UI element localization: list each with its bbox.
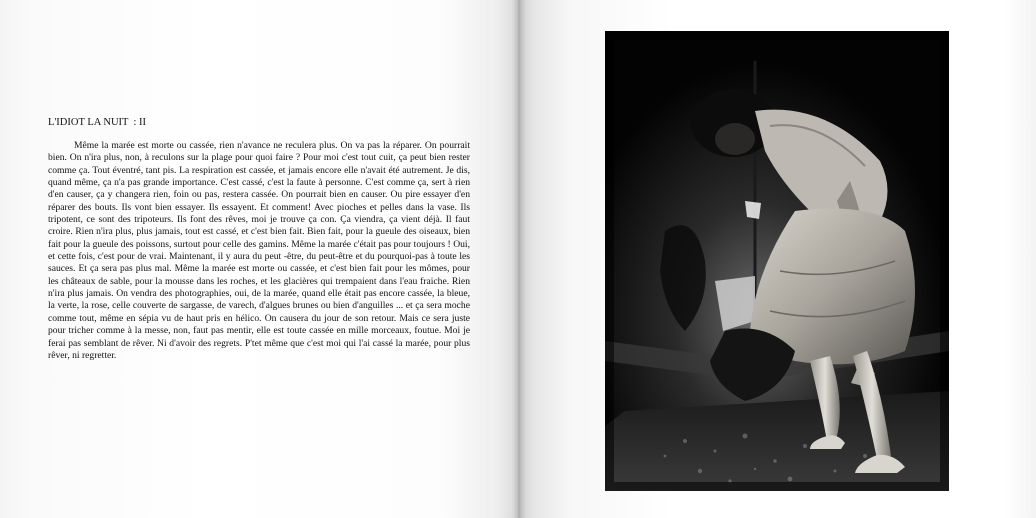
book-gutter-shadow	[512, 0, 526, 518]
photograph-illustration	[605, 31, 949, 491]
body-paragraph-text: Même la marée est morte ou cassée, rien n'avance ne reculera plus. On va pas la réparer. On pourrait bien. On n'ira plus, non, à reculons sur la plage pour quoi faire ? Pour moi c'est tout cuit, ça peut bien rester comme ça. Tout éventré, tant pis. La respiration est cassée, et jamais encore elle n'avait été autrement. Je dis, quand même, ça n'a pas grande importance. C'est cassé, c'est la faute à personne. C'est comme ça, sert à rien d'en causer, ça y changera rien, foin ou pas, restera cassée. On pourrait bien en causer. Ou pire essayer d'en réparer des bouts. Ils vont bien essayer. Ils essayent. Et comment! Avec pioches et pelles dans la vase. Ils tripotent, ce sont des tripoteurs. Ils font des rêves, moi je trouve ça con. Ça viendra, ça vient déjà. Il faut croire. Rien n'ira plus, plus jamais, tout est cassé, et c'est bien fait. Bien fait, pour la gueule des oiseaux, bien fait pour la gueule des poissons, surtout pour celle des gamins. Même la marée c'était pas pour toujours ! Oui, et cette fois, c'est pour de vrai. Maintenant, il y aura du peut -être, du peut-être et du pourquoi-pas à toute les sauces. Et ça sera pas plus mal. Même la marée est morte ou cassée, et c'est bien fait pour les mômes, pour les châteaux de sable, pour la mousse dans les roches, et les glacières qui trempaient dans l'eau fraiche. Rien n'ira plus jamais. On vendra des photographies, oui, de la marée, quand elle était pas encore cassée, la bleue, la verte, la rose, celle couverte de sargasse, de varech, d'algues brunes ou bien d'anguilles ... et ça sera moche comme tout, même en sépia vu de haut pris en hélico. On causera du jour de son retour. Mais ce sera juste pour tricher comme à la messe, non, faut pas mentir, elle est toute cassée en mille morceaux, foutue. Moi je ferai pas semblant de rêver. Ni d'avoir des regrets. P'tet même que c'est moi qui l'ai cassé la marée, pour plus rêver, ni regretter.	[48, 140, 470, 361]
black-and-white-photograph	[605, 31, 949, 491]
chapter-title: L'IDIOT LA NUIT : II	[48, 117, 147, 128]
body-paragraph	[48, 140, 470, 362]
